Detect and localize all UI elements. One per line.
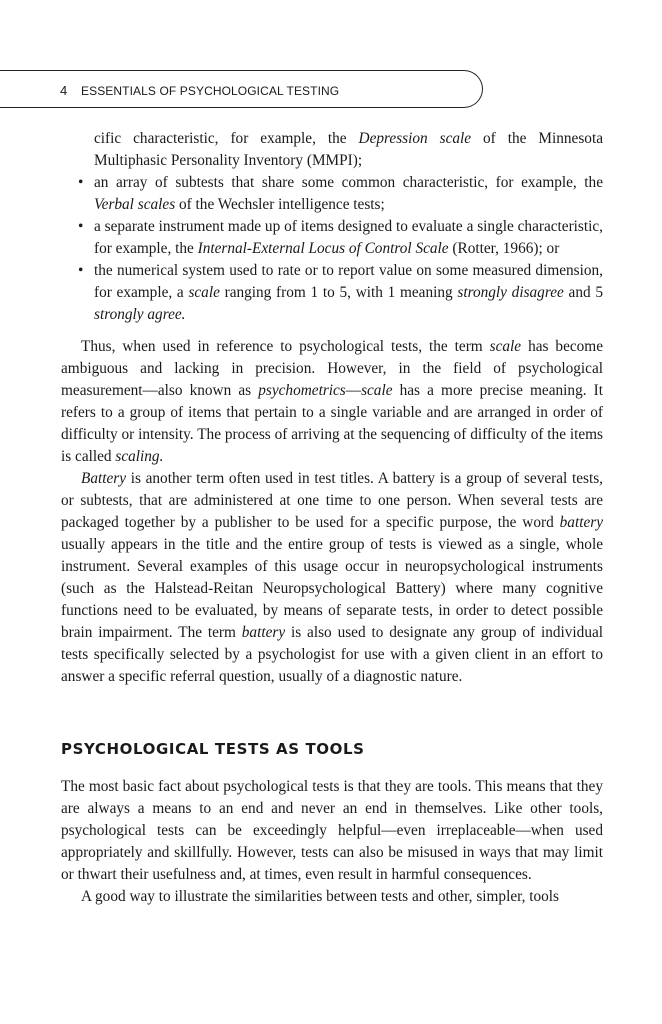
- list-item: cific characteristic, for example, the Depression scale of the Minnesota Multiphasic Personality Inventory (MMPI);: [94, 130, 603, 169]
- list-item: • a separate instrument made up of items designed to evaluate a single characteristic, for example, the Internal-External Locus of Control Scale (Rotter, 1966); or: [61, 216, 603, 260]
- list-item: • an array of subtests that share some common characteristic, for example, the Verbal scales of the Wechsler intelligence tests;: [61, 172, 603, 216]
- running-title: ESSENTIALS OF PSYCHOLOGICAL TESTING: [81, 84, 340, 98]
- paragraph-battery: Battery is another term often used in test titles. A battery is a group of several tests, or subtests, that are administered at one time to one person. When several tests are packaged together by a publisher to be used for a specific purpose, the word battery usually appears in the title and the entire group of tests is viewed as a single, whole instrument. Several examples of this usage occur in neuropsychological instruments (such as the Halstead-Reitan Neuropsychological Battery) where many cognitive functions need to be evaluated, by means of separate tests, in order to detect possible brain impairment. The term battery is also used to designate any group of individual tests specifically selected by a psychologist for use with a given client in an effort to answer a specific referral question, usually of a diagnostic nature.: [61, 470, 604, 685]
- section-heading: PSYCHOLOGICAL TESTS AS TOOLS: [61, 740, 365, 758]
- paragraph-illustration: A good way to illustrate the similarities between tests and other, simpler, tools: [81, 888, 559, 905]
- page-body: [61, 128, 603, 908]
- list-item: • the numerical system used to rate or to report value on some measured dimension, for example, a scale ranging from 1 to 5, with 1 meaning strongly disagree and 5 strongly agree.: [61, 260, 603, 326]
- scale-usage-list: [61, 128, 603, 326]
- paragraph-tests-as-tools: The most basic fact about psychological tests is that they are tools. This means that they are always a means to an end and never an end in themselves. Like other tools, psychological tests can be exceedingly helpful—even irreplaceable—when used appropriately and skillfully. However, tests can also be misused in ways that may limit or thwart their usefulness and, at times, even result in harmful consequences.: [61, 778, 603, 883]
- paragraph-scale-definition: Thus, when used in reference to psychological tests, the term scale has become ambiguous and lacking in precision. However, in the field of psychological measurement—also known as psychometrics—scale has a more precise meaning. It refers to a group of items that pertain to a single variable and are arranged in order of difficulty or intensity. The process of arriving at the sequencing of difficulty of the items is called scaling.: [61, 338, 604, 465]
- page-number: 4: [60, 83, 68, 98]
- running-header: [0, 70, 483, 108]
